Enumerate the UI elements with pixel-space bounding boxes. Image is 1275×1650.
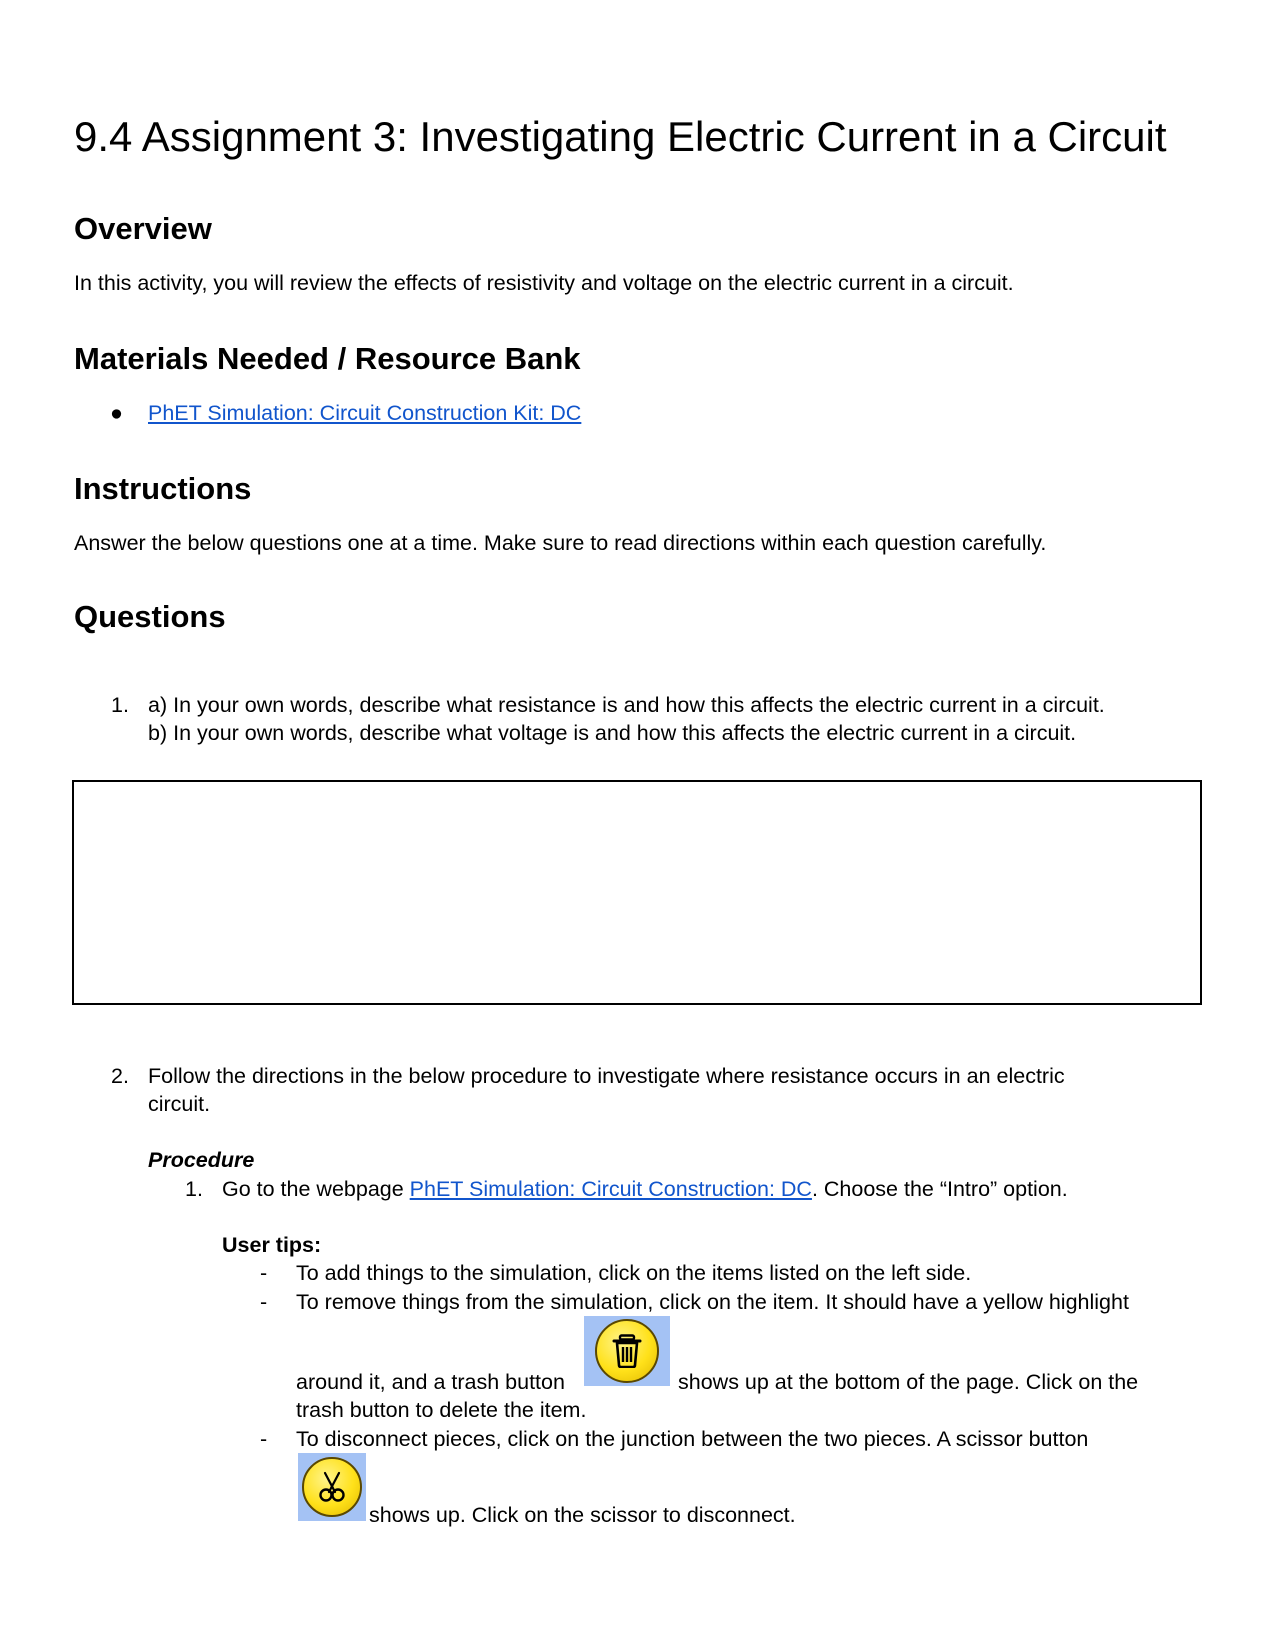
page-title: 9.4 Assignment 3: Investigating Electric Current in a Circuit xyxy=(74,113,1167,160)
instructions-heading: Instructions xyxy=(74,471,252,506)
tip2-line3: trash button to delete the item. xyxy=(296,1398,587,1422)
q2-line2: circuit. xyxy=(148,1092,211,1116)
tip3-dash: - xyxy=(260,1427,268,1451)
step1-text-after: . Choose the “Intro” option. xyxy=(811,1177,1068,1201)
bullet: ● xyxy=(110,401,123,425)
tip3-line1: To disconnect pieces, click on the junction between the two pieces. A scissor button xyxy=(296,1427,1089,1451)
step1-text xyxy=(222,1176,1068,1204)
tip2-line2b: shows up at the bottom of the page. Click on the xyxy=(678,1370,1139,1394)
trash-button-image xyxy=(584,1316,670,1386)
q1-answer-box[interactable] xyxy=(72,780,1202,1005)
tip1-dash: - xyxy=(260,1261,268,1285)
scissor-button-image xyxy=(298,1453,366,1521)
tip2-dash: - xyxy=(260,1290,268,1314)
tip2-line2a: around it, and a trash button xyxy=(296,1370,565,1394)
user-tips-label: User tips: xyxy=(222,1233,322,1257)
phet-circuit-link[interactable]: PhET Simulation: Circuit Construction: DC xyxy=(409,1177,812,1201)
tip3-line2: shows up. Click on the scissor to disconnect. xyxy=(369,1503,796,1527)
overview-heading: Overview xyxy=(74,211,212,246)
tip1-text: To add things to the simulation, click on the items listed on the left side. xyxy=(296,1261,972,1285)
q1-number: 1. xyxy=(111,693,129,717)
phet-sim-link[interactable]: PhET Simulation: Circuit Construction Kit: DC xyxy=(148,401,582,425)
questions-heading: Questions xyxy=(74,599,226,634)
tip2-line1: To remove things from the simulation, click on the item. It should have a yellow highlight xyxy=(296,1290,1129,1314)
procedure-label: Procedure xyxy=(148,1148,255,1172)
scissors-icon xyxy=(302,1457,362,1517)
q2-line1: Follow the directions in the below procedure to investigate where resistance occurs in an electric xyxy=(148,1064,1065,1088)
step1-text-before: Go to the webpage xyxy=(222,1177,410,1201)
instructions-text: Answer the below questions one at a time. Make sure to read directions within each question carefully. xyxy=(74,531,1047,555)
materials-heading: Materials Needed / Resource Bank xyxy=(74,341,581,376)
step1-number: 1. xyxy=(185,1177,203,1201)
trash-icon xyxy=(595,1319,659,1383)
q1-part-a: a) In your own words, describe what resistance is and how this affects the electric current in a circuit. xyxy=(148,693,1105,717)
q1-part-b: b) In your own words, describe what voltage is and how this affects the electric current in a circuit. xyxy=(148,721,1077,745)
overview-text: In this activity, you will review the effects of resistivity and voltage on the electric current in a circuit. xyxy=(74,271,1014,295)
q2-number: 2. xyxy=(111,1064,129,1088)
